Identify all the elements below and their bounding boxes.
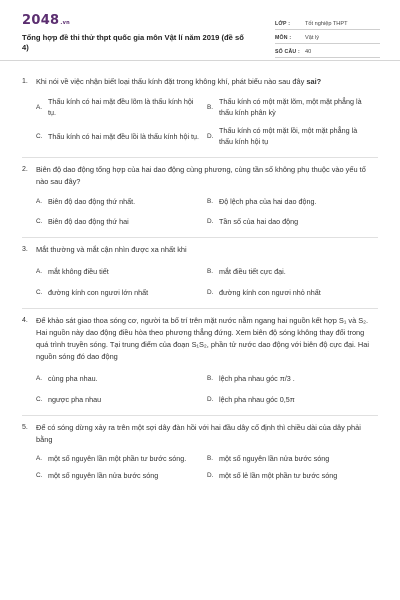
option-text: ngược pha nhau bbox=[48, 395, 102, 404]
option-a[interactable] bbox=[36, 453, 207, 464]
option-b[interactable] bbox=[207, 266, 378, 277]
options bbox=[36, 453, 378, 481]
option-a[interactable] bbox=[36, 96, 207, 118]
document-title: Tổng hợp đề thi thử thpt quốc gia môn Vật lí năm 2019 (đề số 4) bbox=[22, 33, 244, 52]
option-b[interactable] bbox=[207, 96, 378, 118]
meta-key: MÔN : bbox=[275, 35, 292, 41]
question-text: Biên độ dao động tổng hợp của hai dao động cùng phương, cùng tần số không phụ thuộc vào yếu tố nào sau đây? bbox=[36, 165, 366, 186]
option-letter: D. bbox=[207, 396, 214, 403]
option-text: một số nguyên lần nửa bước sóng bbox=[219, 454, 330, 463]
option-letter: A. bbox=[36, 103, 43, 111]
option-c[interactable] bbox=[36, 287, 207, 298]
site-logo[interactable] bbox=[22, 14, 252, 30]
option-letter: C. bbox=[36, 132, 43, 140]
option-d[interactable] bbox=[207, 287, 378, 298]
question-text-main: Khi nói về việc nhận biết loại thấu kính đặt trong không khí, phát biểu nào sau đây bbox=[36, 77, 307, 86]
meta-value: Tốt nghiệp THPT bbox=[305, 21, 348, 27]
question-divider bbox=[22, 237, 378, 238]
question-1 bbox=[22, 76, 378, 147]
option-letter: B. bbox=[207, 375, 214, 382]
question-number: 5. bbox=[22, 424, 28, 431]
option-letter: B. bbox=[207, 268, 214, 275]
question-divider bbox=[22, 308, 378, 309]
meta-table bbox=[275, 16, 380, 58]
option-text: một số nguyên lần nửa bước sóng bbox=[48, 471, 159, 480]
option-letter: C. bbox=[36, 289, 43, 296]
option-letter: C. bbox=[36, 396, 43, 403]
question-list bbox=[22, 76, 378, 481]
option-b[interactable] bbox=[207, 373, 378, 384]
options bbox=[36, 373, 378, 405]
option-letter: C. bbox=[36, 218, 43, 225]
question-number: 1. bbox=[22, 78, 28, 85]
option-letter: B. bbox=[207, 103, 214, 111]
question-4 bbox=[22, 315, 378, 405]
option-d[interactable] bbox=[207, 470, 378, 481]
option-b[interactable] bbox=[207, 196, 378, 207]
option-text: mắt không điều tiết bbox=[48, 267, 109, 276]
option-b[interactable] bbox=[207, 453, 378, 464]
option-text: cùng pha nhau. bbox=[48, 374, 98, 383]
option-text: Thấu kính có hai mặt đều lồi là thấu kính hội tụ. bbox=[48, 131, 200, 141]
meta-value: Vật lý bbox=[305, 35, 319, 41]
option-d[interactable] bbox=[207, 125, 378, 147]
option-text: lệch pha nhau góc π/3 . bbox=[219, 374, 295, 383]
option-letter: D. bbox=[207, 218, 214, 225]
options bbox=[36, 196, 378, 227]
option-c[interactable] bbox=[36, 470, 207, 481]
header-divider bbox=[0, 60, 400, 61]
option-letter: A. bbox=[36, 198, 43, 205]
option-text: Tần số của hai dao động bbox=[219, 217, 299, 226]
option-a[interactable] bbox=[36, 373, 207, 384]
option-text: Biên độ dao động thứ nhất. bbox=[48, 197, 136, 206]
option-c[interactable] bbox=[36, 394, 207, 405]
option-text: một số nguyên lần một phần tư bước sóng. bbox=[48, 454, 187, 463]
question-3 bbox=[22, 244, 378, 298]
question-number: 3. bbox=[22, 246, 28, 253]
question-text: Mắt thường và mắt cận nhìn được xa nhất khi bbox=[36, 245, 187, 254]
option-a[interactable] bbox=[36, 196, 207, 207]
logo-suffix: .vn bbox=[60, 20, 71, 26]
option-text: một số lẻ lần một phần tư bước sóng bbox=[219, 471, 338, 480]
option-c[interactable] bbox=[36, 216, 207, 227]
option-letter: D. bbox=[207, 132, 214, 140]
option-d[interactable] bbox=[207, 394, 378, 405]
meta-key: SỐ CÂU : bbox=[275, 49, 300, 55]
option-d[interactable] bbox=[207, 216, 378, 227]
meta-key: LỚP : bbox=[275, 21, 291, 27]
option-letter: C. bbox=[36, 472, 43, 479]
option-c[interactable] bbox=[36, 125, 207, 147]
option-text: Thấu kính có một mặt lõm, một mặt phẳng là thấu kính phân kỳ bbox=[219, 97, 362, 117]
option-letter: D. bbox=[207, 289, 214, 296]
question-text: Để có sóng dừng xảy ra trên một sợi dây đàn hồi với hai đầu dây cố định thì chiều dài của dây phải bằng bbox=[36, 423, 361, 444]
meta-row-subject bbox=[275, 30, 380, 44]
meta-row-count bbox=[275, 44, 380, 58]
option-text: đường kính con ngươi nhỏ nhất bbox=[219, 288, 321, 297]
option-letter: A. bbox=[36, 375, 43, 382]
option-text: Thấu kính có một mặt lồi, một mặt phẳng là thấu kính hội tụ bbox=[219, 126, 358, 146]
header bbox=[22, 14, 380, 58]
question-text bbox=[36, 76, 378, 88]
option-letter: D. bbox=[207, 472, 214, 479]
options bbox=[36, 266, 378, 298]
option-text: đường kính con ngươi lớn nhất bbox=[48, 288, 149, 297]
option-text: Biên độ dao động thứ hai bbox=[48, 217, 129, 226]
options bbox=[36, 96, 378, 147]
option-letter: A. bbox=[36, 455, 43, 462]
header-left bbox=[22, 14, 252, 53]
option-text: lệch pha nhau góc 0,5π bbox=[219, 395, 295, 404]
question-divider bbox=[22, 157, 378, 158]
question-divider bbox=[22, 415, 378, 416]
question-2 bbox=[22, 164, 378, 227]
option-letter: B. bbox=[207, 198, 214, 205]
question-text: Để khảo sát giao thoa sóng cơ, người ta bố trí trên mặt nước nằm ngang hai nguồn kết hợp S₁ và S₂. Hai nguồn này dao động điều hòa theo phương thẳng đứng. Xem biên độ sóng không thay đổi trong quá trình truyền sóng. Tại trung điểm của đoạn S₁S₂, phần tử nước dao động với biên độ cực đại. Hai nguồn sóng đó dao động bbox=[36, 316, 369, 361]
meta-row-class bbox=[275, 16, 380, 30]
logo-text: 2048 bbox=[22, 13, 60, 28]
option-a[interactable] bbox=[36, 266, 207, 277]
option-text: Thấu kính có hai mặt đều lõm là thấu kính hội tụ. bbox=[48, 97, 194, 117]
question-number: 4. bbox=[22, 317, 28, 324]
question-number: 2. bbox=[22, 166, 28, 173]
option-letter: B. bbox=[207, 455, 214, 462]
question-text-emphasis: sai? bbox=[306, 77, 322, 86]
option-letter: A. bbox=[36, 268, 43, 275]
question-5 bbox=[22, 422, 378, 481]
meta-value: 40 bbox=[305, 49, 312, 55]
option-text: Độ lệch pha của hai dao động. bbox=[219, 197, 317, 206]
option-text: mắt điều tiết cực đại. bbox=[219, 267, 286, 276]
